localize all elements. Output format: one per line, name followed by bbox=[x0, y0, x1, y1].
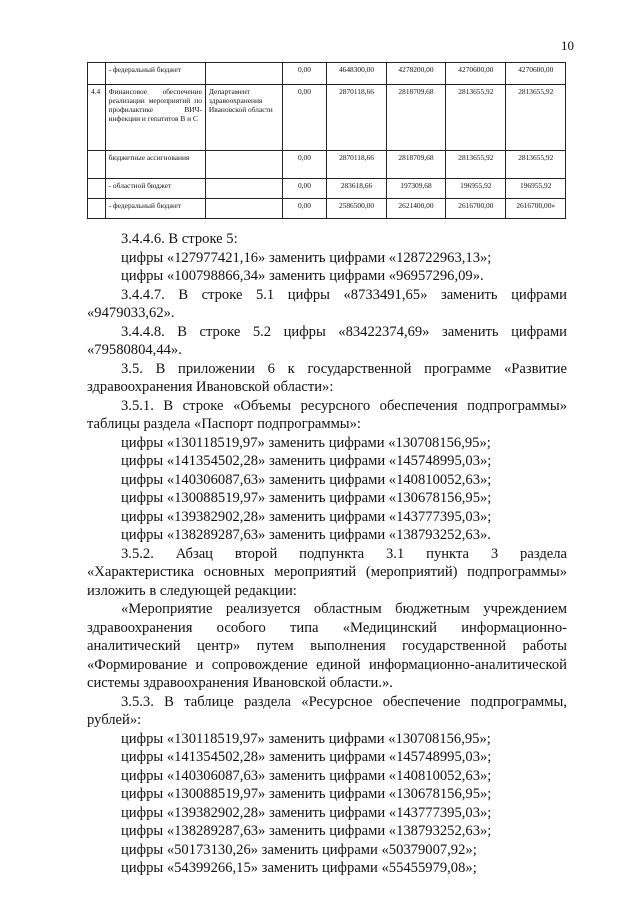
table-row bbox=[88, 85, 566, 151]
list-item: цифры «140306087,63» заменить цифрами «140810052,63»; bbox=[121, 767, 492, 784]
cell-value: 283618,66 bbox=[327, 179, 386, 199]
cell-value: 2818709,68 bbox=[386, 151, 445, 179]
list-item: цифры «141354502,28» заменить цифрами «145748995,03»; bbox=[121, 453, 492, 469]
cell-value: 0,00 bbox=[282, 179, 327, 199]
table-row bbox=[88, 63, 566, 85]
cell-num bbox=[88, 151, 106, 179]
paragraph: «79580804,44». bbox=[87, 342, 182, 358]
cell-value: 4278200,00 bbox=[386, 63, 445, 85]
paragraph: «Формирование и сопровождение единой информационно-аналитической bbox=[87, 656, 567, 673]
list-item: цифры «54399266,15» заменить цифрами «55455979,08»; bbox=[121, 860, 477, 876]
cell-num bbox=[88, 199, 106, 219]
list-item: цифры «130088519,97» заменить цифрами «130678156,95»; bbox=[121, 786, 492, 802]
paragraph: системы здравоохранения Ивановской области.». bbox=[87, 675, 393, 691]
table-row bbox=[88, 151, 566, 179]
cell-executor bbox=[205, 199, 282, 219]
cell-value: 2870118,66 bbox=[327, 85, 386, 151]
document-body bbox=[87, 230, 567, 878]
cell-name: Финансовое обеспечение реализации мероприятий по профилактике ВИЧ-инфекции и гепатитов В и С bbox=[105, 85, 205, 151]
paragraph: 3.5.2. Абзац второй подпункта 3.1 пункта 3 раздела bbox=[121, 545, 567, 562]
cell-name: - областной бюджет bbox=[105, 179, 205, 199]
paragraph: изложить в следующей редакции: bbox=[87, 582, 297, 599]
paragraph: цифры «100798866,34» заменить цифрами «96957296,09». bbox=[121, 268, 484, 284]
cell-executor bbox=[205, 63, 282, 85]
paragraph: здравоохранения особого типа «Медицинский информационно- bbox=[87, 619, 567, 636]
budget-table bbox=[87, 62, 566, 219]
cell-executor bbox=[205, 151, 282, 179]
paragraph: 3.4.4.8. В строке 5.2 цифры «83422374,69» заменить цифрами bbox=[121, 323, 567, 340]
list-item: цифры «139382902,28» заменить цифрами «143777395,03»; bbox=[121, 508, 492, 525]
paragraph: 3.5.3. В таблице раздела «Ресурсное обеспечение подпрограммы, bbox=[121, 693, 567, 710]
cell-name: бюджетные ассигнования bbox=[105, 151, 205, 179]
cell-value: 2813655,92 bbox=[506, 85, 566, 151]
cell-value: 4648300,00 bbox=[327, 63, 386, 85]
list-item: цифры «138289287,63» заменить цифрами «138793252,63»; bbox=[121, 823, 492, 839]
cell-value: 2818709,68 bbox=[386, 85, 445, 151]
table-row bbox=[88, 179, 566, 199]
paragraph: рублей»: bbox=[87, 712, 142, 728]
cell-value: 2813655,92 bbox=[446, 151, 506, 179]
paragraph: «9479033,62». bbox=[87, 305, 175, 321]
cell-num bbox=[88, 63, 106, 85]
paragraph: 3.4.4.7. В строке 5.1 цифры «8733491,65» заменить цифрами bbox=[121, 286, 567, 303]
cell-value: 197309,68 bbox=[386, 179, 445, 199]
cell-executor bbox=[205, 179, 282, 199]
paragraph: «Характеристика основных мероприятий (мероприятий) подпрограммы» bbox=[87, 564, 567, 580]
cell-num bbox=[88, 179, 106, 199]
page-number: 10 bbox=[561, 38, 574, 53]
list-item: цифры «139382902,28» заменить цифрами «143777395,03»; bbox=[121, 804, 492, 821]
cell-value: 2586500,00 bbox=[327, 199, 386, 219]
cell-value: 4270600,00 bbox=[446, 63, 506, 85]
list-item: цифры «50173130,26» заменить цифрами «50379007,92»; bbox=[121, 841, 477, 858]
list-item: цифры «130118519,97» заменить цифрами «130708156,95»; bbox=[121, 730, 491, 747]
paragraph: 3.4.4.6. В строке 5: bbox=[121, 231, 238, 247]
cell-value: 2813655,92 bbox=[446, 85, 506, 151]
cell-value: 2616700,00 bbox=[446, 199, 506, 219]
paragraph: здравоохранения Ивановской области»: bbox=[87, 379, 334, 395]
list-item: цифры «138289287,63» заменить цифрами «138793252,63». bbox=[121, 527, 491, 543]
paragraph: «Мероприятие реализуется областным бюджетным учреждением bbox=[121, 601, 567, 617]
cell-value: 2621400,00 bbox=[386, 199, 445, 219]
cell-name: - федеральный бюджет bbox=[105, 63, 205, 85]
paragraph: цифры «127977421,16» заменить цифрами «128722963,13»; bbox=[121, 249, 492, 266]
cell-value: 0,00 bbox=[282, 85, 327, 151]
cell-value: 196955,92 bbox=[446, 179, 506, 199]
cell-value: 2616700,00» bbox=[506, 199, 566, 219]
cell-value: 4270600,00 bbox=[506, 63, 566, 85]
cell-num: 4.4 bbox=[88, 85, 106, 151]
table-row bbox=[88, 199, 566, 219]
cell-value: 0,00 bbox=[282, 199, 327, 219]
cell-value: 196955,92 bbox=[506, 179, 566, 199]
cell-name: - федеральный бюджет bbox=[105, 199, 205, 219]
paragraph: аналитический центр» путем выполнения государственной работы bbox=[87, 638, 567, 654]
list-item: цифры «130118519,97» заменить цифрами «130708156,95»; bbox=[121, 434, 491, 451]
paragraph: 3.5.1. В строке «Объемы ресурсного обеспечения подпрограммы» bbox=[121, 397, 567, 414]
list-item: цифры «141354502,28» заменить цифрами «145748995,03»; bbox=[121, 749, 492, 765]
list-item: цифры «130088519,97» заменить цифрами «130678156,95»; bbox=[121, 490, 492, 506]
paragraph: таблицы раздела «Паспорт подпрограммы»: bbox=[87, 416, 361, 432]
cell-value: 0,00 bbox=[282, 151, 327, 179]
paragraph: 3.5. В приложении 6 к государственной программе «Развитие bbox=[121, 360, 567, 377]
cell-value: 0,00 bbox=[282, 63, 327, 85]
cell-value: 2813655,92 bbox=[506, 151, 566, 179]
cell-value: 2870118,66 bbox=[327, 151, 386, 179]
list-item: цифры «140306087,63» заменить цифрами «140810052,63»; bbox=[121, 471, 492, 488]
cell-executor: Департамент здравоохранения Ивановской области bbox=[205, 85, 282, 151]
